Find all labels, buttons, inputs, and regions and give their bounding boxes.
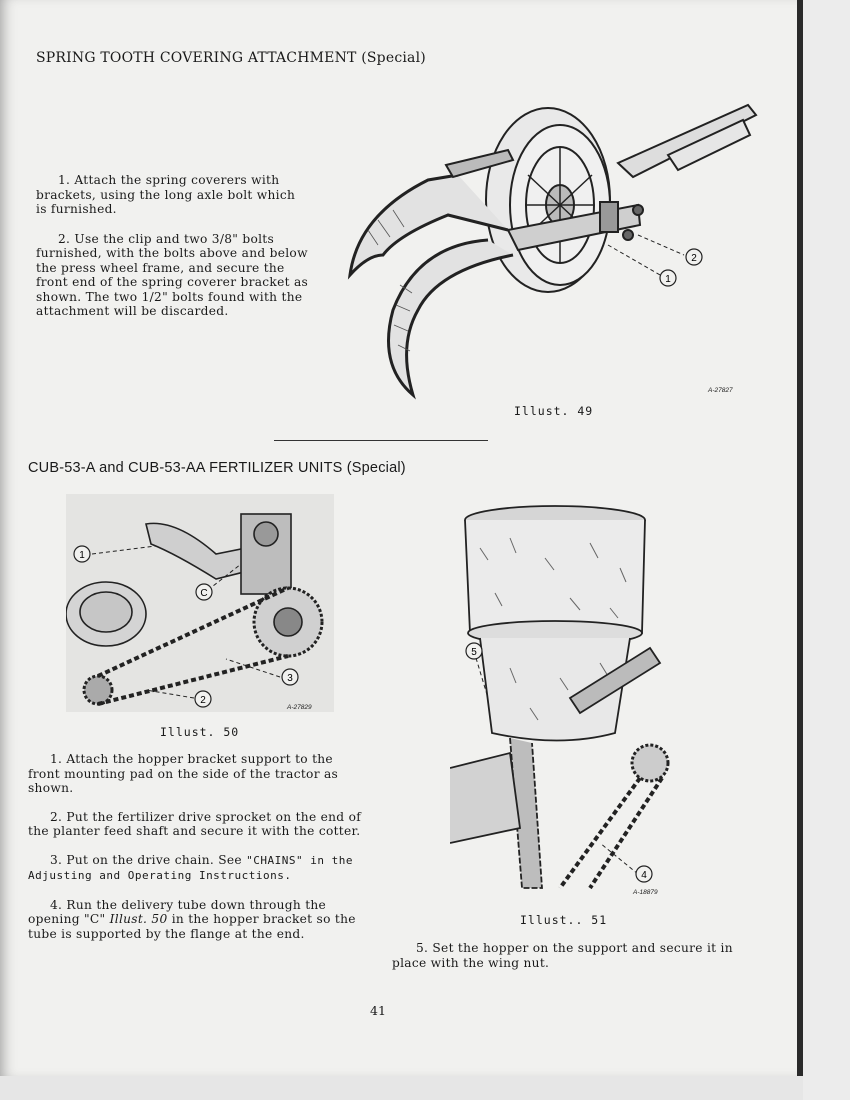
section1-step-1: 1. Attach the spring coverers with brackets, using the long axle bolt which is furnished. xyxy=(36,173,296,216)
illus-50-caption: Illust. 50 xyxy=(160,725,240,739)
section-divider xyxy=(274,440,488,441)
step-4-illustration-ref: Illust. 50 xyxy=(109,912,168,926)
section1-instructions xyxy=(36,173,310,319)
step-3-text: 3. Put on the drive chain. See xyxy=(50,852,247,867)
spring-coverer-illustration xyxy=(338,95,758,400)
page-number: 41 xyxy=(370,1003,386,1018)
step-4-text-end: in the hopper bracket so the tube is supported by the flange at the end. xyxy=(28,912,356,941)
scan-margin-bottom xyxy=(0,1076,803,1100)
section2-step-2: 2. Put the fertilizer drive sprocket on the end of the planter feed shaft and secure it with the cotter. xyxy=(28,809,362,838)
section2-step-5: 5. Set the hopper on the support and secure it in place with the wing nut. xyxy=(392,941,733,970)
illus-51-part-number: A-18879 xyxy=(633,889,658,896)
step-3-reference: "CHAINS" in the Adjusting and Operating Instructions. xyxy=(28,853,353,882)
fertilizer-hopper-illustration xyxy=(450,498,682,896)
callout-label-1: 1 xyxy=(665,274,671,285)
illus-49-caption: Illust. 49 xyxy=(514,404,594,418)
scan-margin-right xyxy=(803,0,850,1100)
callout-label-2: 2 xyxy=(200,695,206,706)
section2-step-4 xyxy=(28,898,366,942)
illus-50-part-number: A-27829 xyxy=(287,704,312,711)
callout-label-5: 5 xyxy=(471,647,477,658)
callout-label-c: C xyxy=(200,588,208,599)
illus-51-caption: Illust.. 51 xyxy=(520,913,608,927)
section1-step-2: 2. Use the clip and two 3/8" bolts furnished, with the bolts above and below the press wheel frame, and secure the front end of the spring coverer bracket as shown. The two 1/2" bolts found with the attachment will be discarded. xyxy=(36,231,309,318)
section-heading-fertilizer-units: CUB-53-A and CUB-53-AA FERTILIZER UNITS (Special) xyxy=(28,460,406,476)
step-4-text: 4. Run the delivery tube down through the opening "C" xyxy=(28,897,327,926)
callout-label-4: 4 xyxy=(641,870,647,881)
section-heading-spring-tooth: SPRING TOOTH COVERING ATTACHMENT (Special) xyxy=(36,50,426,66)
section2-instructions xyxy=(28,752,366,941)
fertilizer-drive-illustration xyxy=(66,494,334,712)
callout-label-3: 3 xyxy=(287,673,293,684)
callout-label-2: 2 xyxy=(691,253,697,264)
illus-49-part-number: A-27827 xyxy=(708,387,733,394)
section2-step-1: 1. Attach the hopper bracket support to the front mounting pad on the side of the tractor as shown. xyxy=(28,752,339,795)
callout-label-1: 1 xyxy=(79,550,85,561)
section2-step-3 xyxy=(28,853,366,884)
